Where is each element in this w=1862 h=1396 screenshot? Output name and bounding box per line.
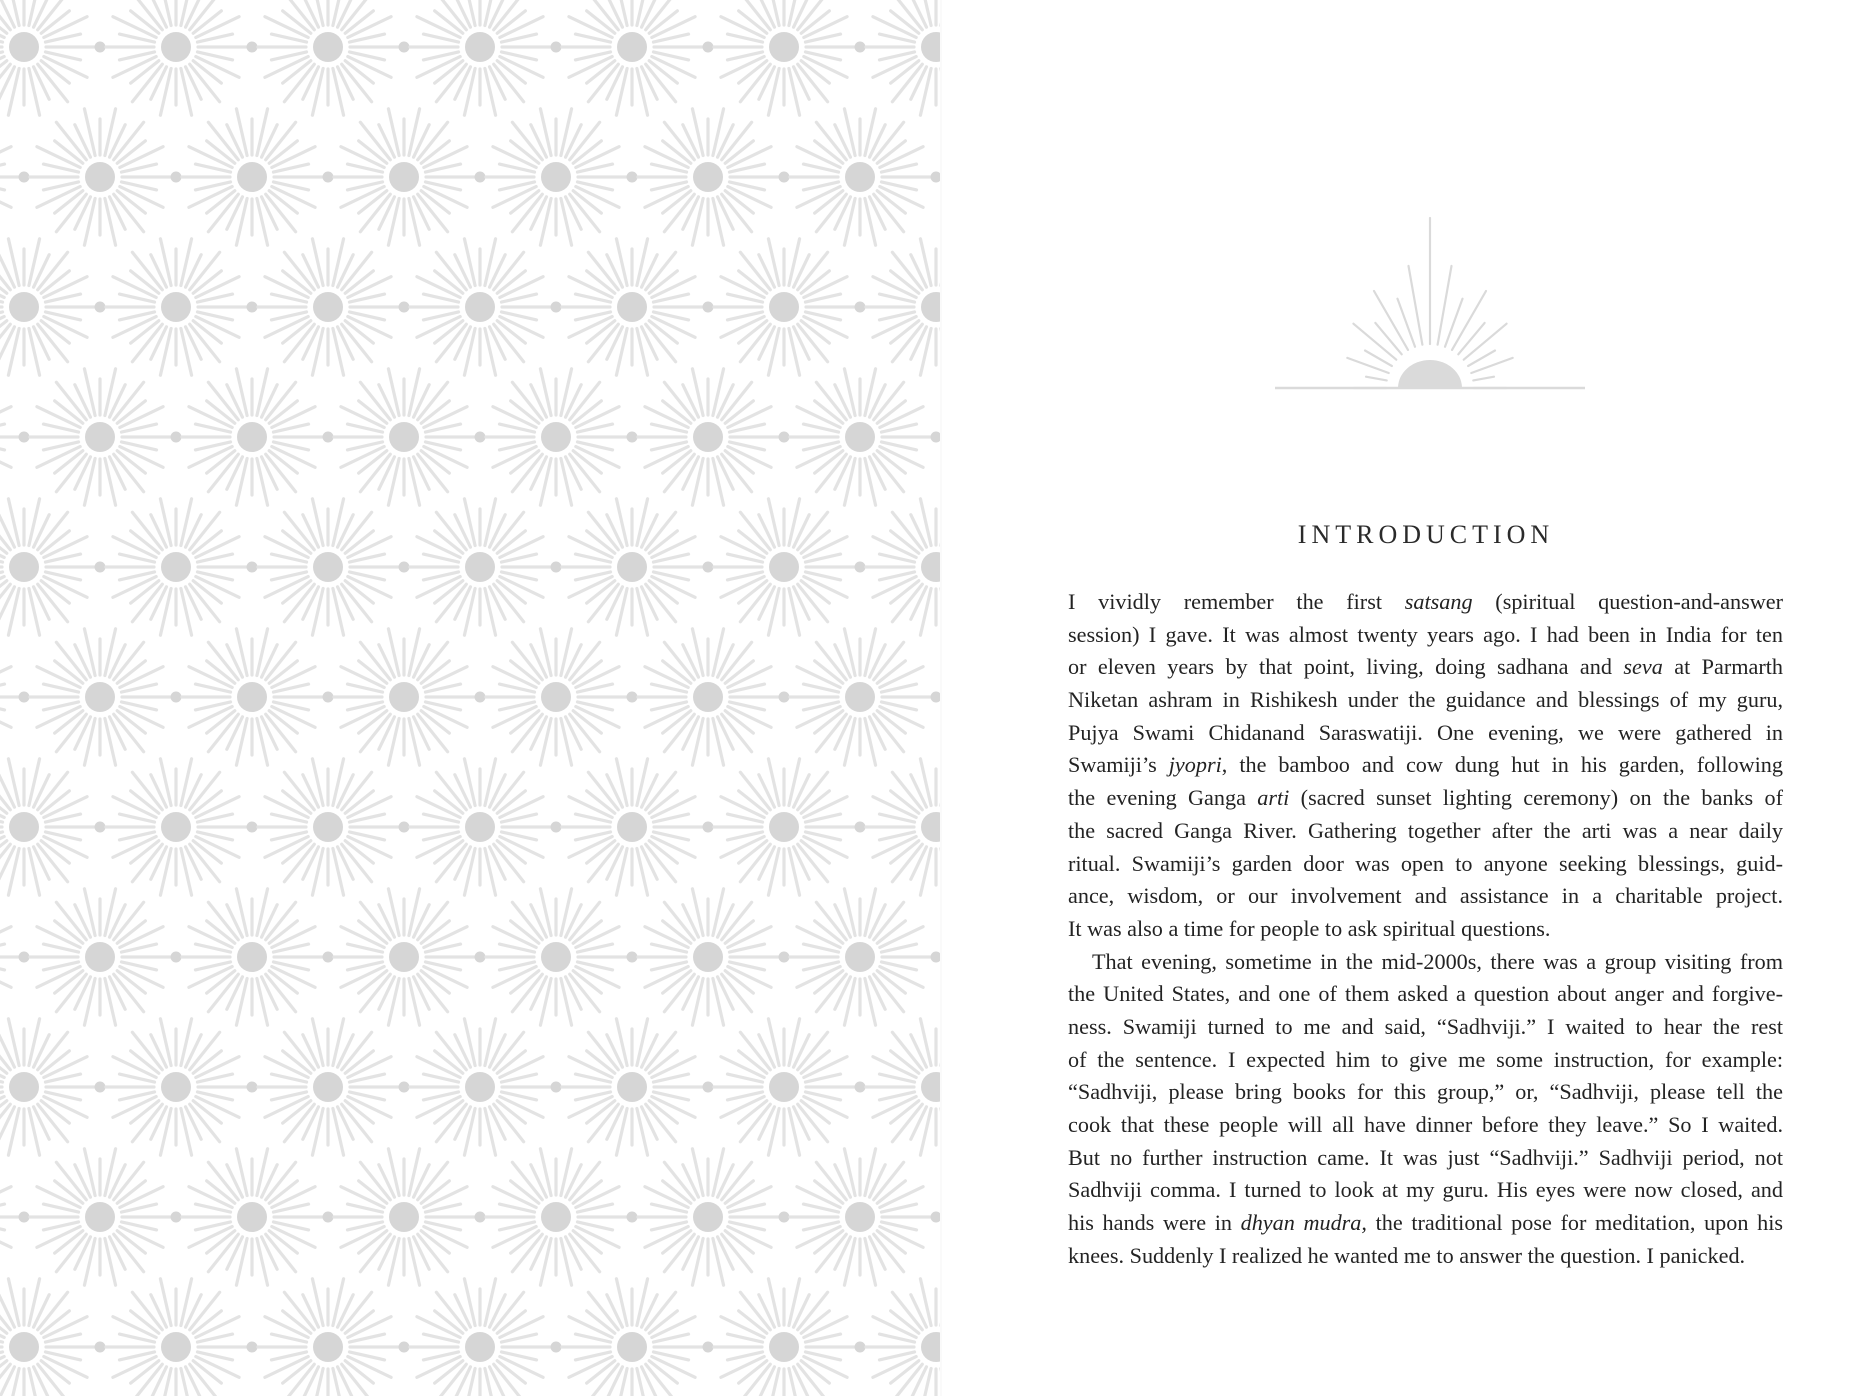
text-run: Pujya Swami Chidanand Saraswatiji. One evening, we were gathered in (1068, 719, 1783, 745)
starburst-icon (866, 0, 940, 115)
text-line (1068, 651, 1783, 684)
pattern-dot (703, 822, 714, 833)
text-line (1068, 1240, 1783, 1273)
pattern-dot (19, 1212, 30, 1223)
starburst-icon (106, 499, 246, 635)
starburst-icon (410, 0, 550, 115)
pattern-dot (703, 1082, 714, 1093)
text-line (1068, 1011, 1783, 1044)
starburst-icon (258, 239, 398, 375)
pattern-dot (19, 432, 30, 443)
paragraph (1068, 586, 1783, 946)
text-run: (sacred sunset lighting ceremony) on the banks of (1289, 785, 1784, 811)
text-run: , the bamboo and cow dung hut in his garden, following (1221, 752, 1783, 778)
text-line (1068, 848, 1783, 881)
pattern-dot (399, 42, 410, 53)
text-run: the evening Ganga (1068, 785, 1258, 811)
pattern-dot (703, 562, 714, 573)
starburst-icon (30, 1149, 170, 1285)
pattern-dot (551, 1342, 562, 1353)
text-line (1068, 619, 1783, 652)
starburst-icon (790, 629, 930, 765)
starburst-icon (334, 629, 474, 765)
starburst-icon (30, 629, 170, 765)
pattern-dot (475, 952, 486, 963)
starburst-icon (258, 759, 398, 895)
pattern-dot (703, 1342, 714, 1353)
starburst-icon (866, 1279, 940, 1396)
pattern-dot (323, 1212, 334, 1223)
pattern-dot (399, 822, 410, 833)
starburst-icon (0, 239, 94, 375)
starburst-icon (486, 369, 626, 505)
pattern-dot (475, 432, 486, 443)
starburst-icon (182, 1149, 322, 1285)
pattern-dot (475, 692, 486, 703)
pattern-dot (855, 1342, 866, 1353)
starburst-icon (714, 239, 854, 375)
starburst-icon (790, 109, 930, 245)
starburst-icon (30, 369, 170, 505)
paragraph (1068, 946, 1783, 1273)
pattern-dot (323, 432, 334, 443)
pattern-dot (627, 172, 638, 183)
text-run: ance, wisdom, or our involvement and assistance in a charitable project. (1068, 883, 1783, 909)
text-run: I vividly remember the first (1068, 589, 1405, 614)
starburst-icon (334, 889, 474, 1025)
starburst-icon (410, 1279, 550, 1396)
pattern-dot (399, 302, 410, 313)
starburst-icon (258, 0, 398, 115)
text-line (1068, 684, 1783, 717)
pattern-dot (19, 692, 30, 703)
text-run: Swamiji’s (1068, 752, 1169, 778)
pattern-dot (779, 952, 790, 963)
text-run: (spiritual question-and-answer (1472, 589, 1783, 614)
starburst-icon (258, 1019, 398, 1155)
text-run: That evening, sometime in the mid-2000s, there was a group visiting from (1092, 948, 1783, 974)
starburst-icon (258, 499, 398, 635)
starburst-icon (106, 239, 246, 375)
starburst-icon (410, 499, 550, 635)
starburst-icon (638, 629, 778, 765)
starburst-icon (334, 369, 474, 505)
body-text (1068, 586, 1783, 1272)
starburst-icon (562, 0, 702, 115)
pattern-dot (475, 1212, 486, 1223)
text-run: It was also a time for people to ask spiritual questions. (1068, 915, 1551, 941)
pattern-dot (19, 172, 30, 183)
pattern-dot (95, 42, 106, 53)
text-run: Niketan ashram in Rishikesh under the guidance and blessings of my guru, (1068, 687, 1783, 713)
pattern-dot (855, 1082, 866, 1093)
pattern-dot (19, 952, 30, 963)
starburst-icon (866, 1019, 940, 1155)
starburst-icon (182, 629, 322, 765)
pattern-dot (855, 562, 866, 573)
pattern-dot (399, 562, 410, 573)
text-run: knees. Suddenly I realized he wanted me to answer the question. I panicked. (1068, 1242, 1746, 1268)
text-run: ness. Swamiji turned to me and said, “Sadhviji.” I waited to hear the rest (1068, 1013, 1783, 1039)
pattern-dot (171, 172, 182, 183)
starburst-icon (562, 499, 702, 635)
text-line (1068, 717, 1783, 750)
pattern-dot (323, 952, 334, 963)
starburst-icon (0, 369, 18, 505)
text-run: or eleven years by that point, living, doing sadhana and (1068, 654, 1624, 680)
starburst-icon (638, 1149, 778, 1285)
pattern-dot (95, 302, 106, 313)
starburst-icon (0, 1149, 18, 1285)
text-run: “Sadhviji, please bring books for this group,” or, “Sadhviji, please tell the (1068, 1079, 1783, 1105)
starburst-icon (714, 0, 854, 115)
pattern-dot (627, 952, 638, 963)
pattern-dot (171, 952, 182, 963)
starburst-icon (30, 889, 170, 1025)
pattern-dot (855, 302, 866, 313)
pattern-dot (855, 42, 866, 53)
pattern-dot (95, 562, 106, 573)
starburst-icon (106, 1279, 246, 1396)
pattern-dot (247, 562, 258, 573)
starburst-icon (0, 1019, 94, 1155)
text-line (1068, 1207, 1783, 1240)
starburst-icon (106, 0, 246, 115)
starburst-icon (638, 889, 778, 1025)
pattern-dot (551, 822, 562, 833)
text-line (1068, 913, 1783, 946)
pattern-dot (779, 172, 790, 183)
pattern-dot (399, 1342, 410, 1353)
text-run: session) I gave. It was almost twenty years ago. I had been in India for ten (1068, 621, 1783, 647)
starburst-icon (562, 1279, 702, 1396)
text-run: of the sentence. I expected him to give me some instruction, for example: (1068, 1046, 1783, 1072)
starburst-icon (182, 369, 322, 505)
pattern-dot (931, 1212, 941, 1223)
starburst-icon (0, 889, 18, 1025)
starburst-icon (486, 889, 626, 1025)
pattern-dot (399, 1082, 410, 1093)
starburst-icon (714, 1279, 854, 1396)
starburst-icon (410, 239, 550, 375)
starburst-icon (638, 369, 778, 505)
italic-term: jyopri (1168, 752, 1222, 778)
starburst-icon (334, 109, 474, 245)
starburst-icon (106, 1019, 246, 1155)
pattern-dot (247, 1082, 258, 1093)
text-run: his hands were in (1068, 1210, 1241, 1236)
starburst-icon (0, 109, 18, 245)
starburst-icon (714, 1019, 854, 1155)
italic-term: satsang (1404, 589, 1473, 614)
pattern-dot (931, 172, 941, 183)
text-run: ritual. Swamiji’s garden door was open to anyone seeking blessings, guid- (1068, 850, 1783, 876)
starburst-icon (0, 499, 94, 635)
text-line (1068, 782, 1783, 815)
starburst-icon (0, 1279, 94, 1396)
starburst-icon (866, 759, 940, 895)
starburst-icon (0, 629, 18, 765)
starburst-icon (106, 759, 246, 895)
text-line (1068, 749, 1783, 782)
starburst-icon (410, 759, 550, 895)
starburst-icon (790, 1149, 930, 1285)
pattern-dot (247, 42, 258, 53)
pattern-dot (703, 42, 714, 53)
pattern-dot (627, 692, 638, 703)
starburst-icon (562, 1019, 702, 1155)
text-line (1068, 1044, 1783, 1077)
pattern-dot (247, 302, 258, 313)
starburst-icon (30, 109, 170, 245)
starburst-icon (714, 759, 854, 895)
pattern-dot (551, 1082, 562, 1093)
starburst-icon (866, 499, 940, 635)
text-line (1068, 1109, 1783, 1142)
starburst-icon (790, 889, 930, 1025)
starburst-icon (562, 759, 702, 895)
text-run: the traditional pose for meditation, upon his (1366, 1210, 1783, 1236)
pattern-dot (247, 1342, 258, 1353)
italic-term: dhyan mudra, (1240, 1210, 1367, 1236)
pattern-dot (703, 302, 714, 313)
starburst-icon (638, 109, 778, 245)
pattern-dot (779, 692, 790, 703)
starburst-icon (258, 1279, 398, 1396)
italic-term: arti (1257, 785, 1290, 811)
text-line (1068, 978, 1783, 1011)
pattern-dot (551, 302, 562, 313)
pattern-dot (931, 952, 941, 963)
starburst-icon (182, 109, 322, 245)
pattern-dot (247, 822, 258, 833)
italic-term: seva (1623, 654, 1663, 680)
chapter-title: INTRODUCTION (1297, 520, 1555, 549)
text-run: the United States, and one of them asked a question about anger and forgive- (1068, 981, 1783, 1007)
pattern-dot (95, 1082, 106, 1093)
pattern-dot (95, 1342, 106, 1353)
starburst-icon (486, 109, 626, 245)
text-run: cook that these people will all have dinner before they leave.” So I waited. (1068, 1112, 1783, 1137)
text-line (1068, 1142, 1783, 1175)
starburst-icon (714, 499, 854, 635)
text-run: But no further instruction came. It was just “Sadhviji.” Sadhviji period, not (1068, 1144, 1783, 1170)
rising-sun-icon (1270, 210, 1590, 395)
pattern-dot (627, 432, 638, 443)
text-line (1068, 1076, 1783, 1109)
text-line (1068, 946, 1783, 979)
pattern-dot (627, 1212, 638, 1223)
pattern-dot (551, 42, 562, 53)
starburst-icon (182, 889, 322, 1025)
pattern-dot (323, 692, 334, 703)
pattern-dot (171, 692, 182, 703)
pattern-dot (551, 562, 562, 573)
pattern-dot (171, 1212, 182, 1223)
pattern-dot (779, 432, 790, 443)
text-line (1068, 880, 1783, 913)
pattern-dot (475, 172, 486, 183)
text-line (1068, 586, 1783, 619)
starburst-icon (0, 759, 94, 895)
starburst-icon (486, 1149, 626, 1285)
pattern-dot (171, 432, 182, 443)
text-line (1068, 815, 1783, 848)
starburst-icon (790, 369, 930, 505)
pattern-dot (931, 432, 941, 443)
pattern-dot (323, 172, 334, 183)
starburst-icon (562, 239, 702, 375)
pattern-dot (931, 692, 941, 703)
pattern-dot (779, 1212, 790, 1223)
text-run: at Parmarth (1662, 654, 1783, 680)
text-run: Sadhviji comma. I turned to look at my guru. His eyes were now closed, and (1068, 1177, 1783, 1203)
pattern-dot (95, 822, 106, 833)
starburst-icon (0, 0, 94, 115)
text-line (1068, 1174, 1783, 1207)
pattern-dot (855, 822, 866, 833)
text-run: the sacred Ganga River. Gathering together after the arti was a near daily (1068, 817, 1783, 843)
starburst-icon (334, 1149, 474, 1285)
starburst-icon (410, 1019, 550, 1155)
starburst-icon (486, 629, 626, 765)
starburst-icon (866, 239, 940, 375)
